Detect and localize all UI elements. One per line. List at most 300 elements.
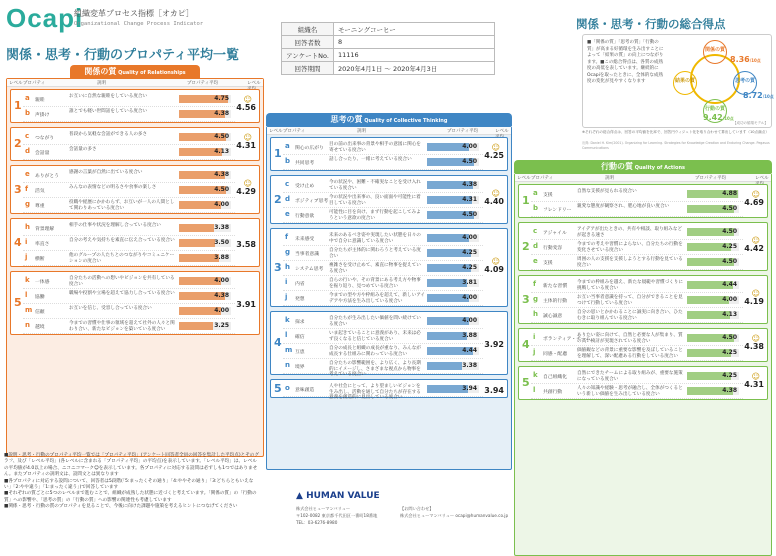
actions-header xyxy=(514,160,772,173)
property-bar xyxy=(427,264,479,272)
property-average: 4.25 xyxy=(722,372,737,379)
column-header: レベル xyxy=(269,129,283,134)
total-action-value: 9.42 xyxy=(703,113,723,122)
property-name: 自己組織化 xyxy=(543,375,567,380)
page-title: 関係・思考・行動のプロパティ平均一覧 xyxy=(6,48,239,63)
property-bar-fill xyxy=(179,239,215,247)
total-suffix: /10点 xyxy=(722,116,734,121)
property-letter: h xyxy=(533,310,538,318)
brand-name: 組織変革プロセス指標［オカピ］ xyxy=(74,9,194,18)
property-name: 信頼 xyxy=(35,310,45,315)
property-letter: i xyxy=(285,278,288,286)
level-number: 1 xyxy=(14,99,22,112)
property-row xyxy=(283,344,483,359)
level-average: 4.31 ☺ xyxy=(744,372,764,389)
property-row xyxy=(23,236,235,251)
notes-block xyxy=(4,453,260,511)
property-description: 未来のあるべき姿や実現したい状態を日々の中で自分に意識している度合い xyxy=(329,233,421,244)
relationships-title: 関係の質 xyxy=(84,67,117,76)
property-bar xyxy=(687,205,739,213)
smile-icon: ☺ xyxy=(491,143,500,152)
brand-logo xyxy=(6,3,204,42)
property-name: 内省 xyxy=(295,282,305,287)
level-number: 2 xyxy=(522,239,530,253)
property-name: 確信 xyxy=(295,335,305,340)
property-row xyxy=(23,304,235,319)
property-average: 4.50 xyxy=(462,158,477,165)
property-name: 関心の広がり xyxy=(295,146,324,151)
property-bar xyxy=(427,317,479,325)
smile-icon: ☺ xyxy=(751,372,760,381)
level-number: 5 xyxy=(274,381,282,395)
property-bar xyxy=(687,349,739,357)
property-description: 会話量の多さ xyxy=(69,147,97,152)
relationships-header xyxy=(70,65,200,78)
property-average: 4.38 xyxy=(462,181,477,188)
property-bar-fill xyxy=(179,224,214,232)
node-action: 行動の質 xyxy=(703,99,727,123)
node-relationship: 関係の質 xyxy=(703,40,727,64)
property-average: 4.00 xyxy=(462,317,477,324)
info-row xyxy=(282,49,495,62)
level-number: 2 xyxy=(14,137,22,150)
actions-title: 行動の質 xyxy=(600,162,633,171)
property-name: 共同思考 xyxy=(295,161,315,166)
level-average: 4.09 ☺ xyxy=(484,256,504,274)
property-description: 自分たちの影響範囲を、より広く、より長期的にイメージし、さまざまな視点から物事を考えている度合い xyxy=(329,361,421,378)
property-name: 協働 xyxy=(35,295,45,300)
property-description: 自分たちが生み出したい価値を問い続けている度合い xyxy=(329,316,421,327)
property-bar xyxy=(427,332,479,340)
property-description: 今の状況や、困難・不確実なことを受け入れている度合い xyxy=(329,180,421,191)
property-average: 4.50 xyxy=(722,334,737,341)
totals-footnote: ※それぞれの総合得点は、回答の平均値を比率で、回答円ウィジェト化を取り合わせて算出しています（10点満点） xyxy=(582,130,769,134)
actions-level-2 xyxy=(518,222,768,271)
totals-description: ■「関係の質」「思考の質」「行動の質」が高まる好循環を生み出すことによって「結果の質」の向上につながります。■この総合得点は、各質の成熟度の高低を表しています。継続的にOcapiを取ったときに、全体的な成熟度の変化が見やすくなります xyxy=(587,40,664,84)
level-average: 4.29 ☺ xyxy=(236,178,256,196)
total-relationship-value: 8.36 xyxy=(730,55,750,64)
property-letter: k xyxy=(285,316,290,324)
property-row xyxy=(531,331,743,346)
property-bar xyxy=(427,158,479,166)
property-row xyxy=(531,278,743,293)
total-suffix: /10点 xyxy=(762,94,774,99)
property-average: 4.38 xyxy=(214,171,229,178)
logo-text: Ocapi xyxy=(6,3,84,33)
column-header: レベル xyxy=(247,81,261,86)
property-bar xyxy=(687,228,739,236)
property-name: 共創行動 xyxy=(543,390,563,395)
level-average: 4.42 ☺ xyxy=(744,235,764,253)
property-average: 4.38 xyxy=(214,292,229,299)
property-row xyxy=(283,291,483,306)
property-average: 3.50 xyxy=(214,239,229,246)
property-description: 自分の思いとかかわることに誠実に向き合い、ひたむきに取り組んでいる度合い xyxy=(577,310,683,321)
note: ■関係・思考・行動の質のプロパティを見ることで、今後に向けた課題や施策を考えるヒントにつなげてください xyxy=(4,504,238,510)
property-letter: m xyxy=(285,346,293,354)
level-number: 5 xyxy=(14,296,22,309)
property-name: ありがとう xyxy=(35,174,59,179)
column-header: レベル xyxy=(517,176,531,181)
property-description: 今の状況や出来事の、良い面面や可能性に着目している度合い xyxy=(329,195,421,206)
note: ■それぞれの質ごとに5つのレベルまで進むことで、組織が成熟した状態に近づくと考えています。「関係の質」の「行動の質」への影響や、「思考の質」の「行動の質」への影響の関連性も考慮しています xyxy=(4,491,257,503)
property-bar xyxy=(427,211,479,219)
total-suffix: /10点 xyxy=(749,58,761,63)
relationships-title-en: Quality of Relationships xyxy=(116,70,186,76)
thinking-level-5 xyxy=(270,379,508,401)
property-average: 3.81 xyxy=(462,279,477,286)
property-name: 誠心誠意 xyxy=(543,314,563,319)
property-average: 4.00 xyxy=(214,277,229,284)
property-row xyxy=(23,221,235,236)
property-description: 感謝の言葉が自然に出ている度合い xyxy=(69,170,143,175)
property-letter: d xyxy=(25,147,31,155)
property-bar xyxy=(179,224,231,232)
property-row xyxy=(531,187,743,202)
property-row xyxy=(283,193,483,208)
property-letter: i xyxy=(533,333,536,341)
property-description: 自分たちの活動への想いやビジョンを共有している度合い xyxy=(69,276,175,287)
level-average: 4.69 ☺ xyxy=(744,190,764,207)
property-bar xyxy=(687,258,739,266)
property-average: 3.88 xyxy=(214,254,229,261)
property-row xyxy=(283,261,483,276)
property-bar xyxy=(427,234,479,242)
property-bar-fill xyxy=(427,279,467,287)
property-name: 会話量 xyxy=(35,151,50,156)
level-average: 3.94 xyxy=(484,385,504,395)
property-letter: k xyxy=(533,371,538,379)
property-name: 支援 xyxy=(543,261,553,266)
property-letter: e xyxy=(533,257,538,265)
property-name: 越境 xyxy=(35,325,45,330)
property-letter: j xyxy=(533,348,536,356)
level-average: 3.58 xyxy=(236,239,256,249)
property-description: 他のグループの人たちとのつながりやコミュニケーションの度合い xyxy=(69,253,175,264)
property-name: 支援 xyxy=(543,193,553,198)
column-header: プロパティ xyxy=(283,129,306,134)
property-average: 4.50 xyxy=(214,133,229,140)
property-description: ありたい姿に向けて、自然と必要な人が集まり、質の高い検討が実現されている度合い xyxy=(577,333,683,344)
property-letter: i xyxy=(25,238,28,246)
property-name: 同感・配慮 xyxy=(543,352,567,357)
property-bar xyxy=(179,239,231,247)
company-address: 〒102-0082 東京都千代田区一番町18番地 xyxy=(296,513,378,518)
property-row xyxy=(23,274,235,289)
property-row xyxy=(283,382,483,401)
property-description: 自分の成長と組織の成長が重なり、みんなが成長する仕組みに関わっている度合い xyxy=(329,346,421,357)
property-letter: l xyxy=(285,331,288,339)
property-bar xyxy=(427,362,479,370)
smile-icon: ☺ xyxy=(243,95,252,104)
property-row xyxy=(531,346,743,361)
survey-info-table xyxy=(281,22,495,75)
column-header: プロパティ xyxy=(531,176,554,181)
smile-icon: ☺ xyxy=(491,188,500,198)
total-thinking-value: 8.72 xyxy=(743,91,763,100)
property-name: 行動変容 xyxy=(543,246,563,251)
property-name: つながり xyxy=(35,136,55,141)
column-header: プロパティ xyxy=(23,81,46,86)
property-average: 3.94 xyxy=(462,385,477,392)
property-row xyxy=(23,289,235,304)
property-bar xyxy=(427,143,479,151)
cycle-note: 【成功の循環モデル】 xyxy=(733,121,768,125)
property-description: 複雑さを受け止めて、素直に物事を捉えている度合い xyxy=(329,263,421,274)
property-name: 横断 xyxy=(35,257,45,262)
thinking-level-2 xyxy=(270,175,508,224)
property-description: 周囲の人の支援を支援しようとする行動を見ている度合い xyxy=(577,257,683,268)
note: ■説明・思考・行動のプロパティ平均一覧では「プロパティ平均」(アンケート回答者全員の回答を集計した平均点)とそのグラフ、及び「レベル平均」(各レベルに含まれる「プロパティ平均」の平均点)を表示しています。「レベル平均」は、レベルの平均値が4.0以上の場合、ニコニコマーク☺を表示しています。各プロパティに対応する設問は必ずしも1つではありません。またプロパティの説明文は、設問文とは異なります xyxy=(4,453,259,478)
info-row xyxy=(282,62,495,75)
property-row xyxy=(23,130,235,145)
actions-level-5 xyxy=(518,366,768,400)
actions-level-3 xyxy=(518,275,768,324)
level-number: 2 xyxy=(274,192,282,206)
property-description: 価値観などの背景に重要な影響を及ぼしていることを理解して、深い配慮ある行動をしている度合い xyxy=(577,348,683,359)
info-value: モーニングコーヒー xyxy=(334,23,495,36)
smile-icon: ☺ xyxy=(243,133,252,142)
property-row xyxy=(531,369,743,384)
level-number: 4 xyxy=(522,338,530,351)
column-header: レベル xyxy=(755,176,769,181)
property-bar xyxy=(687,190,739,198)
property-average: 4.50 xyxy=(462,211,477,218)
property-row xyxy=(531,240,743,255)
property-average: 4.25 xyxy=(722,349,737,356)
level-number: 3 xyxy=(14,182,22,196)
thinking-level-4 xyxy=(270,311,508,378)
property-bar xyxy=(687,334,739,342)
property-letter: f xyxy=(285,233,289,241)
property-row xyxy=(23,92,235,107)
property-bar xyxy=(179,277,231,285)
property-name: 声掛け xyxy=(35,113,50,118)
property-row xyxy=(283,246,483,261)
property-bar xyxy=(427,196,479,204)
property-average: 4.00 xyxy=(462,143,477,150)
column-header: 説明 xyxy=(605,176,614,181)
property-letter: f xyxy=(533,280,537,288)
property-letter: b xyxy=(285,157,291,165)
relationships-panel xyxy=(6,78,264,457)
property-letter: g xyxy=(285,248,291,256)
property-bar-fill xyxy=(427,362,462,370)
info-value: 8 xyxy=(334,36,495,49)
property-letter: b xyxy=(25,109,31,117)
property-name: 境界 xyxy=(295,365,305,370)
level-average: 4.40 ☺ xyxy=(484,188,504,206)
property-average: 3.88 xyxy=(462,332,477,339)
property-name: 発想 xyxy=(295,297,305,302)
property-average: 3.38 xyxy=(214,224,229,231)
property-letter: a xyxy=(533,189,538,197)
property-description: 自然にできたチームによる取り組みが、重要な施策になっている度合い xyxy=(577,371,683,382)
property-name: フレンドリー xyxy=(543,208,572,213)
property-letter: l xyxy=(25,291,28,299)
info-key: 回答者数 xyxy=(282,36,334,49)
property-description: 目の前の出来事の背景や相手の意図に関心を寄せている度合い xyxy=(329,142,421,153)
property-row xyxy=(283,208,483,223)
property-bar xyxy=(179,322,231,330)
property-bar xyxy=(687,243,739,251)
property-average: 4.50 xyxy=(214,186,229,193)
property-letter: g xyxy=(25,200,31,208)
property-name: 活気 xyxy=(35,189,45,194)
property-letter: d xyxy=(285,195,291,203)
level-number: 1 xyxy=(274,147,282,160)
company-triangle-icon: ▲ xyxy=(296,491,303,501)
property-name: 一体感 xyxy=(35,280,50,285)
property-average: 4.25 xyxy=(462,264,477,271)
info-value: 2020年4月1日 ～ 2020年4月3日 xyxy=(334,62,495,75)
property-letter: h xyxy=(25,223,30,231)
property-average: 4.38 xyxy=(214,110,229,117)
property-name: 主体的行動 xyxy=(543,299,567,304)
node-result: 結果の質 xyxy=(673,71,697,95)
property-letter: o xyxy=(285,384,290,392)
property-name: 親睦 xyxy=(35,98,45,103)
property-bar xyxy=(179,133,231,141)
property-name: アジャイル xyxy=(543,231,567,236)
property-letter: j xyxy=(25,253,28,261)
property-description: 職場や役割や立場を超えて協力し合っている度合い xyxy=(69,291,175,296)
property-description: お互い当事者意識を持って、自分ができることを見つけて行動している度合い xyxy=(577,295,683,306)
property-average: 4.88 xyxy=(722,190,737,197)
property-description: 自分たちが主体的に関わろうと考えている度合い xyxy=(329,248,421,259)
property-bar xyxy=(179,95,231,103)
level-average: 4.38 ☺ xyxy=(744,334,764,351)
property-bar xyxy=(179,307,231,315)
property-description: いま起きていることに意義があり、未来は必ず良くなると信じている度合い xyxy=(329,331,421,342)
property-name: システム思考 xyxy=(295,267,324,272)
smile-icon: ☺ xyxy=(243,178,252,188)
property-name: 意味創造 xyxy=(295,388,315,393)
property-letter: n xyxy=(25,321,30,329)
actions-title-en: Quality of Actions xyxy=(632,165,685,171)
property-row xyxy=(283,329,483,344)
property-description: お互いを信じ、受容し合っている度合い xyxy=(69,306,152,311)
column-header: プロパティ平均 xyxy=(187,81,219,86)
property-bar xyxy=(427,347,479,355)
node-thinking: 思考の質 xyxy=(733,71,757,95)
smile-icon: ☺ xyxy=(751,334,760,343)
property-bar xyxy=(179,110,231,118)
property-name: 新たな習慣 xyxy=(543,284,567,289)
level-average: 4.31 ☺ xyxy=(236,133,256,150)
level-average: 3.92 xyxy=(484,340,504,349)
property-row xyxy=(23,183,235,198)
smile-icon: ☺ xyxy=(751,288,760,298)
company-name: HUMAN VALUE xyxy=(306,491,380,501)
property-average: 4.00 xyxy=(462,294,477,301)
property-row xyxy=(283,359,483,378)
property-description: 可能性に目を向け、まず行動を起こしてみようという意欲の度合い xyxy=(329,210,421,221)
relationships-level-1 xyxy=(10,89,260,123)
level-number: 3 xyxy=(274,260,282,274)
column-header: レベル xyxy=(9,81,23,86)
property-bar xyxy=(427,294,479,302)
property-bar xyxy=(687,281,739,289)
property-description: 自らの行いや、その背景にある考え方や物事を振り返り、見つめている度合い xyxy=(329,278,421,289)
info-row xyxy=(282,23,495,36)
thinking-column-headers xyxy=(267,127,511,135)
column-header: 説明 xyxy=(357,129,366,134)
level-average: 4.56 ☺ xyxy=(236,95,256,112)
property-row xyxy=(283,276,483,291)
property-letter: c xyxy=(285,180,290,188)
property-description: 親愛な態度が観察され、肥心地が良い度合い xyxy=(577,204,670,209)
thinking-title: 思考の質 xyxy=(330,115,363,124)
property-bar xyxy=(687,387,739,395)
column-header: プロパティ平均 xyxy=(695,176,727,181)
property-average: 4.44 xyxy=(462,347,477,354)
totals-copyright: 出典: Daniel H. Kim(2001). Organizing for Learning. Strategies for Knowledge Creation and Enduring Change. Pegasus Communications xyxy=(582,141,770,150)
actions-level-4 xyxy=(518,328,768,362)
column-header: プロパティ平均 xyxy=(447,129,479,134)
thinking-level-3 xyxy=(270,228,508,307)
property-description: 自然な支援が見られる度合い xyxy=(577,189,637,194)
property-name: 受け止め xyxy=(295,184,315,189)
property-letter: a xyxy=(25,94,30,102)
property-average: 4.50 xyxy=(722,205,737,212)
property-name: 互恵 xyxy=(295,350,305,355)
property-description: 今までの習慣や仕事の領域を超えて社外の人々と関わり合い、新たなビジョンを築いている度合い xyxy=(69,321,175,332)
note: ■各プロパティに対応する設問について、回答者は5段階(「5:まったくその通り」「4:ややその通り」「3:どちらともいえない」「2:やや違う」「1:まったく違う」)で回答しています xyxy=(4,478,254,491)
relationships-level-3 xyxy=(10,165,260,214)
property-bar xyxy=(179,186,231,194)
property-bar xyxy=(179,292,231,300)
property-bar xyxy=(179,254,231,262)
property-bar xyxy=(179,148,231,156)
property-description: 相手の仕事や状況を理解し合っている度合い xyxy=(69,223,161,228)
property-row xyxy=(283,140,483,155)
property-description: 今までの枠組みを越え、新たな規範や習慣づくりに挑戦している度合い xyxy=(577,280,683,291)
totals-box xyxy=(582,34,772,128)
property-bar xyxy=(427,279,479,287)
property-description: 自分の考えや気持ちを素直に伝え合っている度合い xyxy=(69,238,175,243)
info-row xyxy=(282,36,495,49)
smile-icon: ☺ xyxy=(751,235,760,245)
property-name: 率直さ xyxy=(35,242,50,247)
property-name: ボランティア・チーム xyxy=(543,337,591,342)
property-letter: f xyxy=(25,185,29,193)
property-name: 尊重 xyxy=(35,204,45,209)
property-average: 4.00 xyxy=(462,234,477,241)
property-row xyxy=(23,319,235,334)
property-name: 探求 xyxy=(295,320,305,325)
level-average: 4.19 ☺ xyxy=(744,288,764,306)
property-average: 4.44 xyxy=(722,281,737,288)
property-average: 4.00 xyxy=(722,296,737,303)
property-name: 行動意欲 xyxy=(295,214,315,219)
property-letter: g xyxy=(533,295,539,303)
property-average: 3.25 xyxy=(214,322,229,329)
property-bar xyxy=(427,385,479,393)
property-description: 今までの考えや習慣によらない、自分たちの行動を変化させている度合い xyxy=(577,242,683,253)
actions-level-1 xyxy=(518,184,768,218)
property-average: 3.38 xyxy=(462,362,477,369)
property-bar xyxy=(427,249,479,257)
property-name: 背景理解 xyxy=(35,227,55,232)
contact-info: 株式会社ヒューマンバリュー ocapi@humanvalue.co.jp xyxy=(400,513,509,518)
property-letter: b xyxy=(533,204,539,212)
property-average: 4.50 xyxy=(722,228,737,235)
property-row xyxy=(531,293,743,308)
property-letter: a xyxy=(285,142,290,150)
property-row xyxy=(283,155,483,170)
level-number: 4 xyxy=(14,235,22,249)
